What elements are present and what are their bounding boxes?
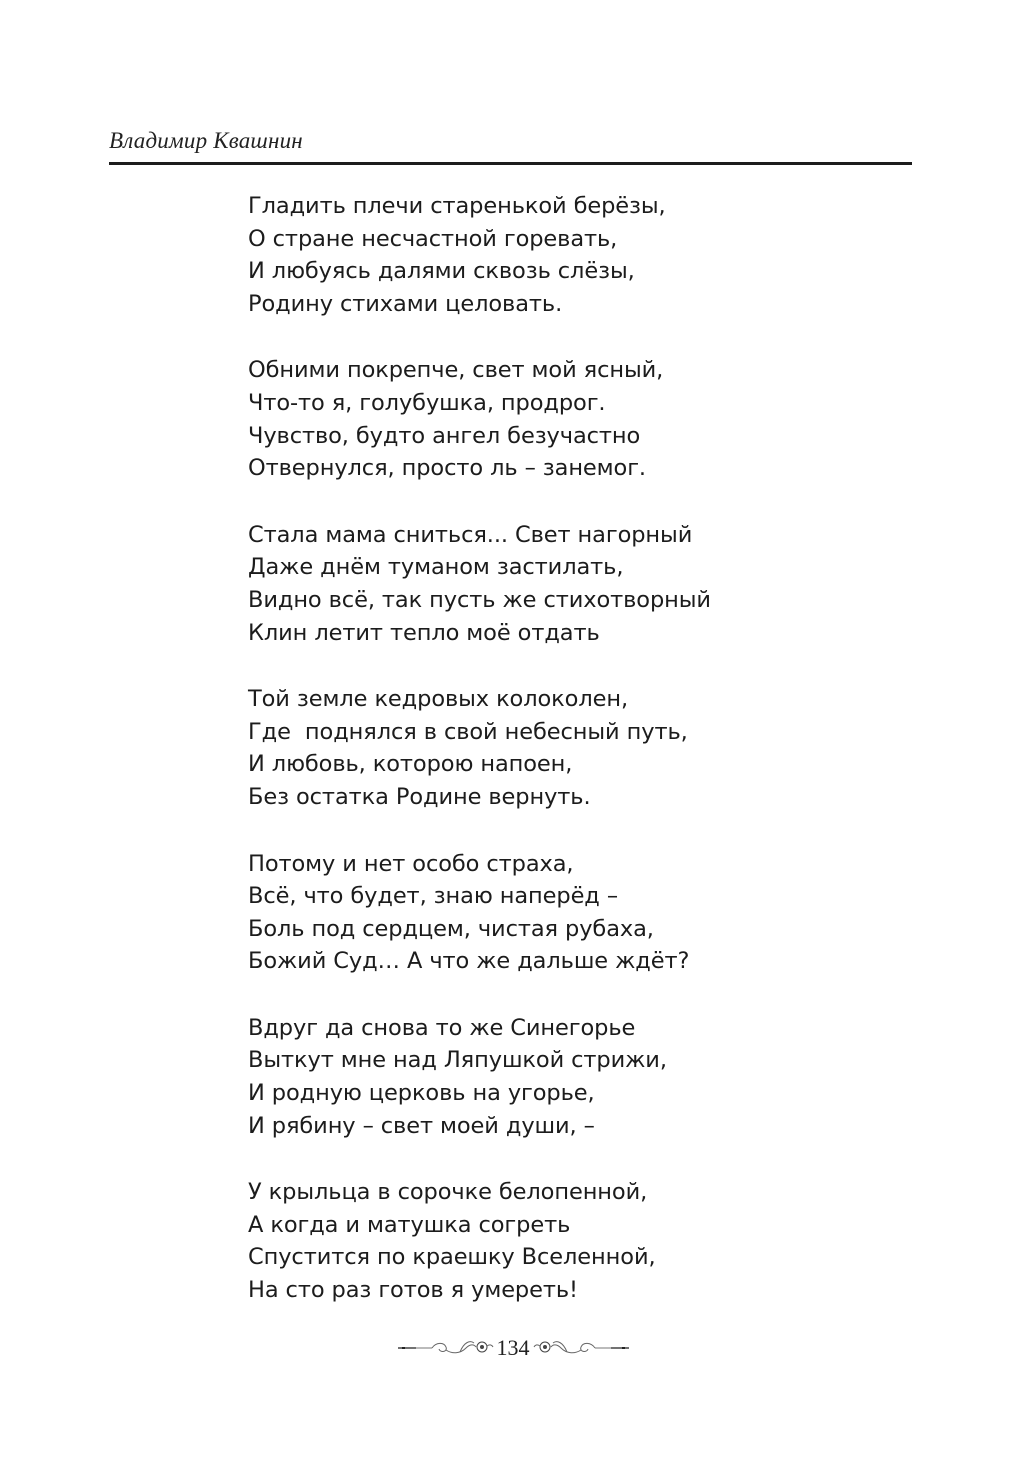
poem-line: Потому и нет особо страха, [248, 850, 574, 877]
poem-line: Спустится по краешку Вселенной, [248, 1244, 656, 1271]
poem-line: Божий Суд… А что же дальше ждёт? [248, 948, 690, 975]
stanza-1 [248, 190, 711, 320]
poem-line: Отвернулся, просто ль – занемог. [248, 455, 646, 482]
poem-line: Чувство, будто ангел безучастно [248, 422, 641, 449]
poem-line: Видно всё, так пусть же стихотворный [248, 586, 711, 613]
poem-line: И любуясь далями сквозь слёзы, [248, 258, 635, 285]
poem-line: И родную церковь на угорье, [248, 1080, 595, 1107]
running-header-author: Владимир Квашнин [109, 128, 303, 153]
stanza-3 [248, 519, 711, 649]
poem-line: Что-то я, голубушка, продрог. [248, 389, 606, 416]
stanza-2 [248, 354, 711, 484]
poem-line: О стране несчастной горевать, [248, 225, 618, 252]
poem-line: Боль под сердцем, чистая рубаха, [248, 915, 654, 942]
poem-line: И рябину – свет моей души, – [248, 1112, 595, 1139]
poem-line: Той земле кедровых колоколен, [248, 686, 629, 713]
stanza-4 [248, 683, 711, 813]
poem-line: Выткут мне над Ляпушкой стрижи, [248, 1047, 667, 1074]
floral-flourish-icon [533, 1338, 631, 1358]
poem-line: А когда и матушка согреть [248, 1211, 571, 1238]
stanza-7 [248, 1176, 711, 1306]
poem-line: Даже днём туманом застилать, [248, 554, 624, 581]
floral-flourish-icon [396, 1338, 494, 1358]
poem-line: На сто раз готов я умереть! [248, 1277, 578, 1304]
stanza-5 [248, 848, 711, 978]
poem-line: Клин летит тепло моё отдать [248, 619, 600, 646]
poem-body [248, 190, 711, 1341]
poem-line: И любовь, которою напоен, [248, 751, 573, 778]
poem-line: Стала мама сниться... Свет нагорный [248, 521, 693, 548]
poem-line: Где поднялся в свой небесный путь, [248, 718, 688, 745]
poem-line: Без остатка Родине вернуть. [248, 783, 591, 810]
page-footer [400, 1336, 626, 1360]
poem-line: Вдруг да снова то же Синегорье [248, 1014, 636, 1041]
page-number: 134 [496, 1335, 530, 1360]
poem-line: У крыльца в сорочке белопенной, [248, 1179, 648, 1206]
header-rule [109, 162, 912, 165]
stanza-6 [248, 1012, 711, 1142]
poem-line: Всё, что будет, знаю наперёд – [248, 883, 618, 910]
poem-line: Родину стихами целовать. [248, 290, 563, 317]
poem-line: Обними покрепче, свет мой ясный, [248, 357, 664, 384]
poem-line: Гладить плечи старенькой берёзы, [248, 193, 666, 219]
